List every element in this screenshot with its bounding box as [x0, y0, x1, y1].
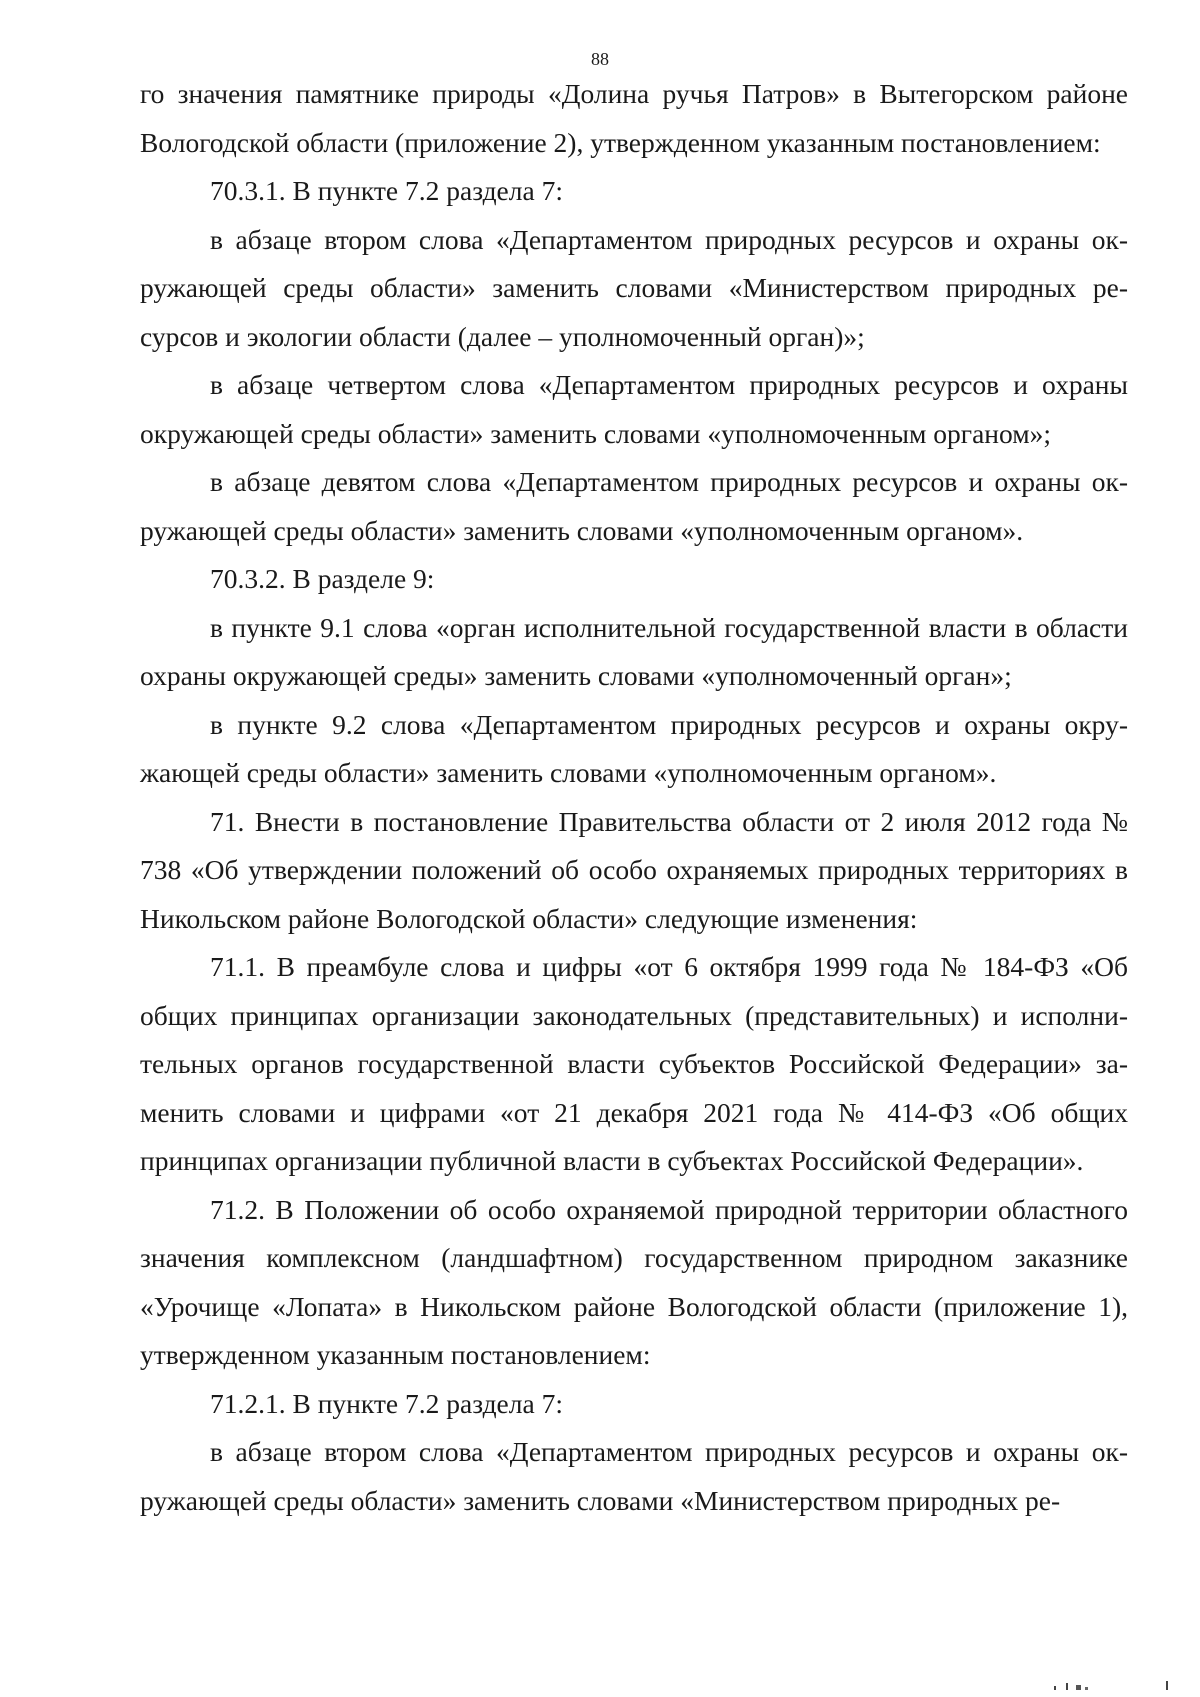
- paragraph-item-71-2-1: 71.2.1. В пункте 7.2 раздела 7:: [210, 1387, 563, 1419]
- document-body: [140, 70, 1128, 1525]
- paragraph: в пункте 9.2 слова «Департаментом природных ресурсов и охраны окружающей среды области» заменить словами «уполномоченным органом».: [140, 708, 1128, 788]
- paragraph-item-70-3-2: 70.3.2. В разделе 9:: [210, 563, 435, 594]
- paragraph: в абзаце четвертом слова «Департаментом природных ресурсов и охраны окружающей среды области» заменить словами «уполномоченным органом»;: [140, 369, 1128, 449]
- paragraph: в абзаце девятом слова «Департаментом природных ресурсов и охраны окружающей среды области» заменить словами «уполномоченным органом».: [140, 466, 1128, 546]
- paragraph-item-70-3-1: 70.3.1. В пункте 7.2 раздела 7:: [210, 175, 563, 206]
- paragraph-item-71-1: 71.1. В преамбуле слова и цифры «от 6 октября 1999 года № 184-ФЗ «Об общих принципах организации законодательных (представительных) и исполнительных органов государственной власти субъектов Российской Федерации» заменить словами и цифрами «от 21 декабря 2021 года № 414-ФЗ «Об общих принципах организации публичной власти в субъектах Российской Федерации».: [140, 951, 1128, 1176]
- scan-specks: [1052, 1677, 1172, 1691]
- paragraph: в пункте 9.1 слова «орган исполнительной государственной власти в области охраны окружающей среды» заменить словами «уполномоченный орган»;: [140, 611, 1128, 691]
- paragraph-continuation: го значения памятнике природы «Долина ручья Патров» в Вытегорском районе Вологодской области (приложение 2), утвержденном указанным постановлением:: [140, 78, 1128, 158]
- paragraph-item-71: 71. Внести в постановление Правительства области от 2 июля 2012 года № 738 «Об утверждении положений об особо охраняемых природных территориях в Никольском районе Вологодской области» следующие изменения:: [140, 805, 1128, 934]
- paragraph: в абзаце втором слова «Департаментом природных ресурсов и охраны окружающей среды области» заменить словами «Министерством природных ресурсов и экологии области (далее – уполномоченный орган)»;: [140, 223, 1128, 352]
- paragraph-item-71-2: 71.2. В Положении об особо охраняемой природной территории областного значения комплексном (ландшафтном) государственном природном заказнике «Урочище «Лопата» в Никольском районе Вологодской области (приложение 1), утвержденном указанным постановлением:: [140, 1193, 1128, 1370]
- paragraph: в абзаце втором слова «Департаментом природных ресурсов и охраны окружающей среды области» заменить словами «Министерством природных ре-: [140, 1436, 1128, 1516]
- page-number: 88: [591, 49, 609, 69]
